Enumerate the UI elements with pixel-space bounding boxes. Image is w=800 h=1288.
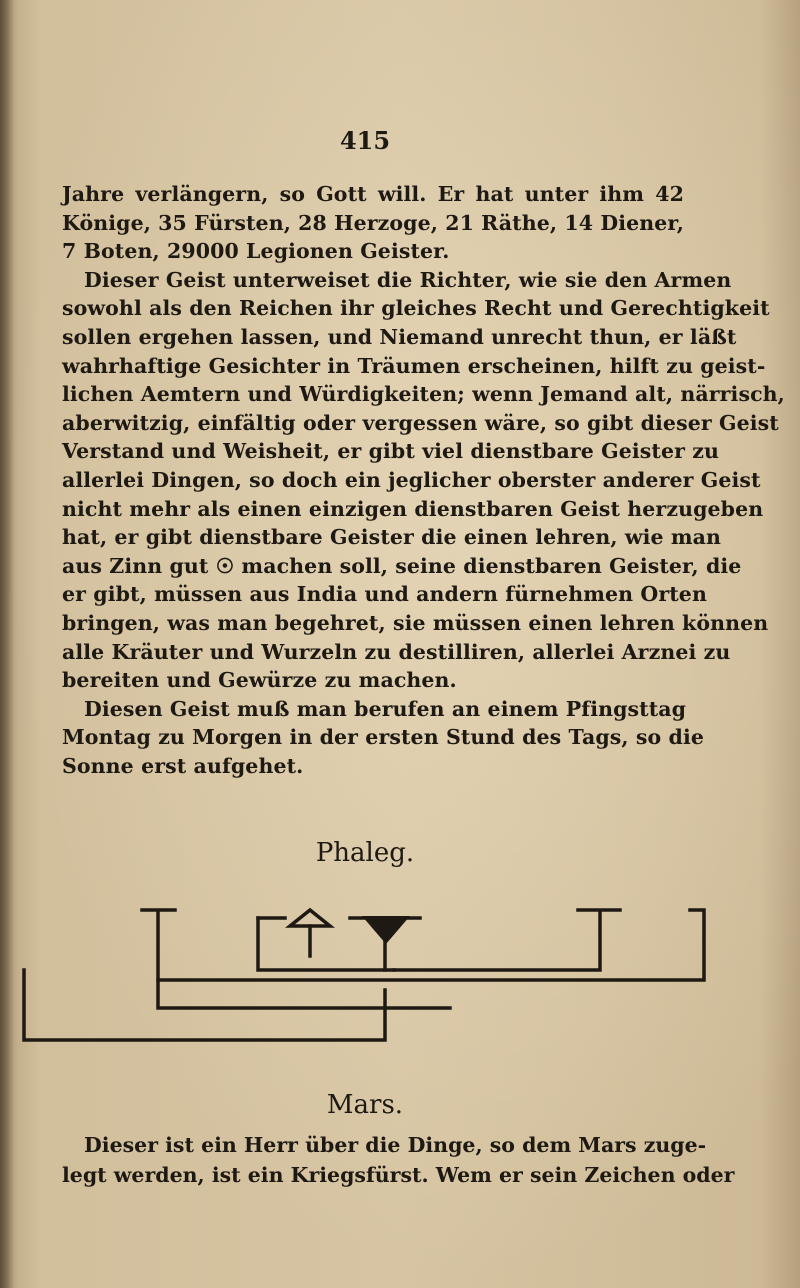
text-line: Jahre verlängern, so Gott will. Er hat unter ihm 42 <box>62 182 684 206</box>
paragraph-3 <box>62 695 704 781</box>
text-line: bereiten und Gewürze zu machen. <box>62 668 457 693</box>
text-line: aberwitzig, einfältig oder vergessen wäre, so gibt dieser Geist <box>62 410 779 435</box>
text-line: Könige, 35 Fürsten, 28 Herzoge, 21 Räthe, 14 Diener, <box>62 210 685 235</box>
text-line: legt werden, ist ein Kriegsfürst. Wem er sein Zeichen oder <box>62 1163 735 1187</box>
phaleg-sigil <box>0 890 800 1090</box>
text-line: lichen Aemtern und Würdigkeiten; wenn Jemand alt, närrisch, <box>62 382 785 407</box>
text-line: Sonne erst aufgehet. <box>62 753 304 778</box>
text-line: hat, er gibt dienstbare Geister die einen lehren, wie man <box>62 525 722 550</box>
text-line: 7 Boten, 29000 Legionen Geister. <box>62 239 450 264</box>
text-line: wahrhaftige Gesichter in Träumen erscheinen, hilft zu geist- <box>62 353 766 378</box>
page-number: 415 <box>339 126 391 155</box>
text-line: Dieser ist ein Herr über die Dinge, so dem Mars zuge- <box>84 1133 707 1157</box>
text-line: Diesen Geist muß man berufen an einem Pfingsttag <box>84 696 687 721</box>
heading-mars: Mars. <box>326 1090 404 1120</box>
text-line: bringen, was man begehret, sie müssen einen lehren können <box>62 610 769 635</box>
text-line: aus Zinn gut ☉ machen soll, seine dienstbaren Geister, die <box>62 553 742 578</box>
text-line: Montag zu Morgen in der ersten Stund des Tags, so die <box>62 725 704 750</box>
text-line: sowohl als den Reichen ihr gleiches Recht und Gerechtigkeit <box>62 296 770 321</box>
main-text <box>62 180 785 780</box>
text-line: alle Kräuter und Wurzeln zu destilliren, allerlei Arznei zu <box>62 639 731 664</box>
mars-text <box>62 1130 735 1190</box>
paragraph-2 <box>62 266 785 695</box>
text-line: Verstand und Weisheit, er gibt viel dienstbare Geister zu <box>62 439 719 464</box>
text-line: sollen ergehen lassen, und Niemand unrecht thun, er läßt <box>62 324 737 349</box>
text-line: allerlei Dingen, so doch ein jeglicher oberster anderer Geist <box>62 467 761 492</box>
text-line: Dieser Geist unterweiset die Richter, wie sie den Armen <box>84 267 732 292</box>
paragraph-1 <box>62 180 684 266</box>
text-line: nicht mehr als einen einzigen dienstbaren Geist herzugeben <box>62 496 764 521</box>
text-line: er gibt, müssen aus India und andern fürnehmen Orten <box>62 582 707 607</box>
sigil-triangle-mark <box>362 916 410 944</box>
heading-phaleg: Phaleg. <box>315 838 415 868</box>
